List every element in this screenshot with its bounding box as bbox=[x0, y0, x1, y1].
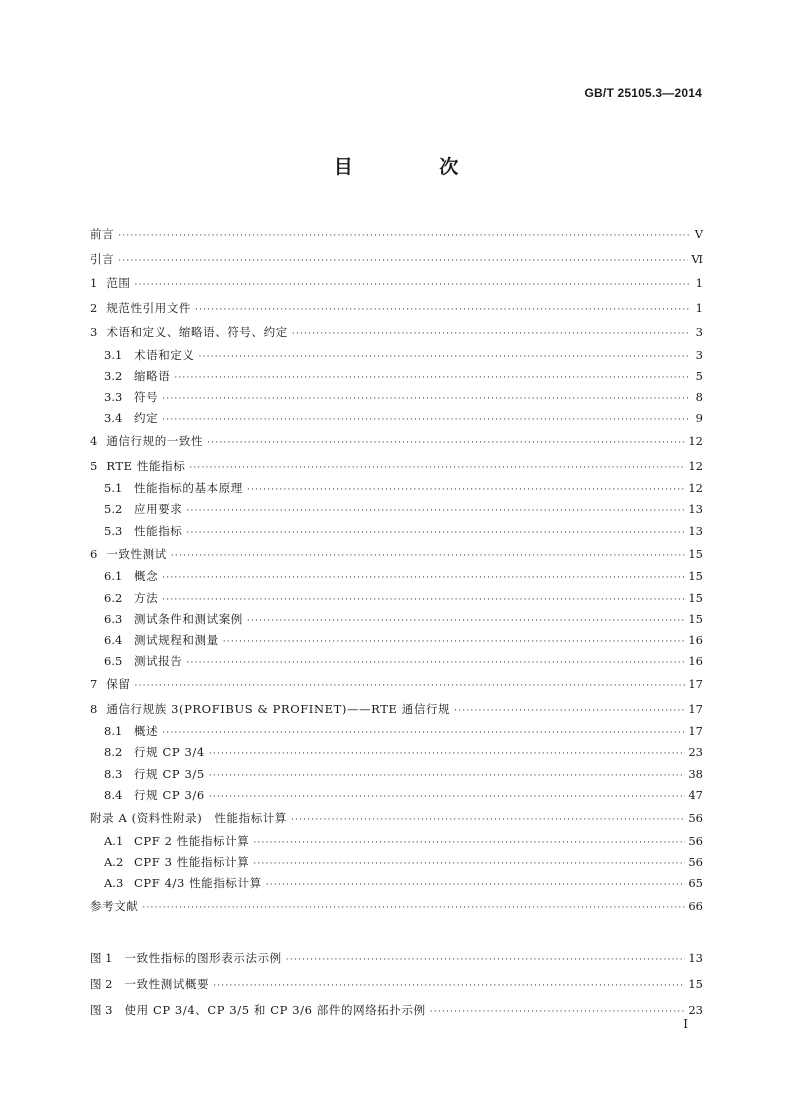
toc-entry[interactable] bbox=[90, 630, 703, 651]
dot-leader bbox=[291, 808, 685, 833]
entry-page-number: 47 bbox=[688, 787, 703, 802]
entry-number: 6.3 bbox=[104, 611, 123, 626]
entry-label: 术语和定义 bbox=[134, 347, 195, 362]
entry-page-number: 17 bbox=[688, 677, 703, 692]
toc-entry[interactable] bbox=[90, 697, 703, 722]
figure-entry[interactable] bbox=[90, 971, 703, 997]
entry-number: 7 bbox=[90, 677, 98, 692]
entry-label: 一致性测试概要 bbox=[124, 977, 210, 991]
document-id: GB/T 25105.3—2014 bbox=[584, 86, 702, 100]
entry-label: 术语和定义、缩略语、符号、约定 bbox=[106, 325, 288, 339]
entry-page-number: 12 bbox=[688, 434, 703, 449]
entry-number: 2 bbox=[90, 300, 98, 315]
entry-number: 5.2 bbox=[104, 502, 123, 517]
dot-leader bbox=[207, 431, 685, 456]
dot-leader bbox=[292, 322, 690, 347]
entry-label: 一致性指标的图形表示法示例 bbox=[124, 951, 282, 965]
toc-entry[interactable] bbox=[90, 894, 703, 919]
entry-number: 1 bbox=[90, 276, 98, 290]
entry-label: 方法 bbox=[134, 590, 159, 605]
dot-leader bbox=[142, 896, 685, 921]
entry-page-number: 3 bbox=[695, 325, 703, 339]
dot-leader bbox=[209, 744, 686, 765]
entry-label: 概述 bbox=[134, 724, 159, 739]
entry-label: 性能指标 bbox=[134, 523, 183, 538]
entry-label: CPF 3 性能指标计算 bbox=[134, 854, 250, 869]
toc-entry[interactable] bbox=[90, 320, 703, 345]
toc-entry[interactable] bbox=[90, 247, 703, 272]
entry-page-number: 16 bbox=[688, 654, 703, 669]
toc-entry[interactable] bbox=[90, 408, 703, 429]
entry-page-number: 8 bbox=[695, 389, 703, 404]
entry-number: 6 bbox=[90, 546, 98, 561]
entry-number: 6.1 bbox=[104, 569, 123, 584]
entry-label: 测试条件和测试案例 bbox=[134, 611, 243, 626]
dot-leader bbox=[135, 674, 686, 699]
toc-entry[interactable] bbox=[90, 499, 703, 520]
toc-entry[interactable] bbox=[90, 609, 703, 630]
entry-label: 测试规程和测量 bbox=[134, 632, 219, 647]
dot-leader bbox=[213, 973, 685, 999]
entry-label: 性能指标的基本原理 bbox=[134, 481, 243, 496]
dot-leader bbox=[253, 833, 685, 854]
entry-page-number: 15 bbox=[688, 546, 703, 561]
toc-entry[interactable] bbox=[90, 806, 703, 831]
entry-number: A.2 bbox=[104, 854, 124, 869]
toc-entry[interactable] bbox=[90, 387, 703, 408]
entry-page-number: 66 bbox=[688, 899, 703, 914]
entry-page-number: 23 bbox=[688, 1003, 703, 1017]
toc-entry[interactable] bbox=[90, 742, 703, 763]
entry-label: 缩略语 bbox=[134, 368, 171, 383]
dot-leader bbox=[199, 347, 691, 368]
dot-leader bbox=[186, 501, 685, 522]
entry-page-number: 1 bbox=[695, 300, 703, 315]
entry-page-number: 3 bbox=[695, 347, 703, 362]
toc-entry[interactable] bbox=[90, 852, 703, 873]
toc-entry[interactable] bbox=[90, 222, 703, 247]
entry-page-number: 56 bbox=[688, 854, 703, 869]
toc-entry[interactable] bbox=[90, 521, 703, 542]
figure-entry[interactable] bbox=[90, 997, 703, 1023]
toc-entry[interactable] bbox=[90, 566, 703, 587]
entry-number: 3.3 bbox=[104, 389, 123, 404]
entry-number: 5 bbox=[90, 458, 98, 473]
figure-entry[interactable] bbox=[90, 945, 703, 971]
entry-number: 6.5 bbox=[104, 654, 123, 669]
entry-number: 6.4 bbox=[104, 632, 123, 647]
entry-label: 行规 CP 3/5 bbox=[134, 766, 205, 781]
entry-number: 5.3 bbox=[104, 523, 123, 538]
dot-leader bbox=[186, 653, 685, 674]
dot-leader bbox=[189, 456, 685, 481]
entry-number: 8.2 bbox=[104, 745, 123, 760]
dot-leader bbox=[162, 568, 685, 589]
toc-entry[interactable] bbox=[90, 785, 703, 806]
dot-leader bbox=[286, 947, 686, 973]
entry-number: A.3 bbox=[104, 875, 124, 890]
dot-leader bbox=[223, 632, 686, 653]
toc-entry[interactable] bbox=[90, 429, 703, 454]
entry-page-number: 17 bbox=[688, 701, 703, 716]
entry-number: 4 bbox=[90, 434, 98, 449]
dot-leader bbox=[162, 723, 685, 744]
entry-page-number: 56 bbox=[688, 811, 703, 825]
dot-leader bbox=[209, 766, 686, 787]
entry-page-number: 56 bbox=[688, 833, 703, 848]
toc-entry[interactable] bbox=[90, 345, 703, 366]
entry-page-number: 16 bbox=[688, 632, 703, 647]
toc-entry[interactable] bbox=[90, 296, 703, 321]
entry-page-number: 13 bbox=[688, 951, 703, 965]
entry-page-number: 15 bbox=[688, 569, 703, 584]
toc-entry[interactable] bbox=[90, 873, 703, 894]
entry-number: 3.2 bbox=[104, 368, 123, 383]
entry-number: 8 bbox=[90, 701, 98, 716]
entry-page-number: 65 bbox=[688, 875, 703, 890]
entry-number: 3 bbox=[90, 325, 98, 339]
page-title: 目 次 bbox=[333, 156, 499, 178]
toc-entry[interactable] bbox=[90, 366, 703, 387]
entry-number: 5.1 bbox=[104, 481, 123, 496]
entry-number: 8.3 bbox=[104, 766, 123, 781]
entry-page-number: 1 bbox=[695, 276, 703, 290]
dot-leader bbox=[253, 854, 685, 875]
entry-number: 3.4 bbox=[104, 411, 123, 426]
toc-entry[interactable] bbox=[90, 721, 703, 742]
toc-entry[interactable] bbox=[90, 831, 703, 852]
entry-label: 引言 bbox=[90, 251, 115, 266]
dot-leader bbox=[118, 224, 690, 249]
entry-page-number: 17 bbox=[688, 724, 703, 739]
toc-entry[interactable] bbox=[90, 588, 703, 609]
entry-page-number: 9 bbox=[695, 411, 703, 426]
entry-label: 应用要求 bbox=[134, 502, 183, 517]
entry-label: 附录 A (资料性附录) 性能指标计算 bbox=[90, 811, 287, 825]
entry-number: 6.2 bbox=[104, 590, 123, 605]
entry-label: 通信行规族 3(PROFIBUS & PROFINET)——RTE 通信行规 bbox=[106, 701, 451, 716]
entry-page-number: 13 bbox=[688, 502, 703, 517]
dot-leader bbox=[171, 544, 686, 569]
entry-number: 图 2 bbox=[90, 977, 113, 991]
entry-number: 图 1 bbox=[90, 951, 113, 965]
entry-page-number: 5 bbox=[695, 368, 703, 383]
entry-page-number: 38 bbox=[688, 766, 703, 781]
dot-leader bbox=[247, 480, 685, 501]
dot-leader bbox=[135, 273, 690, 298]
dot-leader bbox=[162, 590, 685, 611]
entry-label: 一致性测试 bbox=[106, 546, 167, 561]
entry-number: 8.1 bbox=[104, 724, 123, 739]
toc-entry[interactable] bbox=[90, 672, 703, 697]
entry-page-number: 12 bbox=[688, 458, 703, 473]
entry-page-number: 15 bbox=[688, 590, 703, 605]
entry-label: 行规 CP 3/6 bbox=[134, 787, 205, 802]
toc-entry[interactable] bbox=[90, 651, 703, 672]
entry-page-number: 15 bbox=[688, 611, 703, 626]
entry-label: 符号 bbox=[134, 389, 159, 404]
entry-label: CPF 2 性能指标计算 bbox=[134, 833, 250, 848]
table-of-contents bbox=[90, 222, 703, 919]
entry-page-number: Ⅴ bbox=[694, 227, 703, 241]
toc-entry[interactable] bbox=[90, 478, 703, 499]
toc-entry[interactable] bbox=[90, 764, 703, 785]
entry-number: 图 3 bbox=[90, 1003, 113, 1017]
entry-label: 规范性引用文件 bbox=[106, 300, 192, 315]
dot-leader bbox=[162, 389, 690, 410]
dot-leader bbox=[174, 368, 690, 389]
dot-leader bbox=[247, 611, 685, 632]
entry-page-number: 12 bbox=[688, 481, 703, 496]
footer-page-number: Ⅰ bbox=[683, 1017, 688, 1031]
entry-label: 范围 bbox=[106, 276, 131, 290]
entry-label: 保留 bbox=[106, 677, 131, 692]
entry-label: 使用 CP 3/4、CP 3/5 和 CP 3/6 部件的网络拓扑示例 bbox=[124, 1003, 426, 1017]
toc-entry[interactable] bbox=[90, 542, 703, 567]
entry-label: 行规 CP 3/4 bbox=[134, 745, 205, 760]
entry-page-number: Ⅵ bbox=[691, 251, 703, 266]
dot-leader bbox=[186, 523, 685, 544]
toc-entry[interactable] bbox=[90, 454, 703, 479]
dot-leader bbox=[454, 699, 685, 724]
entry-label: 前言 bbox=[90, 227, 115, 241]
entry-number: A.1 bbox=[104, 833, 124, 848]
entry-number: 3.1 bbox=[104, 347, 123, 362]
entry-page-number: 13 bbox=[688, 523, 703, 538]
entry-label: 通信行规的一致性 bbox=[106, 434, 204, 449]
entry-page-number: 23 bbox=[688, 745, 703, 760]
dot-leader bbox=[209, 787, 686, 808]
entry-page-number: 15 bbox=[688, 977, 703, 991]
entry-label: RTE 性能指标 bbox=[106, 458, 186, 473]
entry-label: 约定 bbox=[134, 411, 159, 426]
toc-entry[interactable] bbox=[90, 271, 703, 296]
entry-label: CPF 4/3 性能指标计算 bbox=[134, 875, 262, 890]
figure-list bbox=[90, 945, 703, 1023]
entry-number: 8.4 bbox=[104, 787, 123, 802]
entry-label: 参考文献 bbox=[90, 899, 139, 914]
dot-leader bbox=[162, 410, 690, 431]
dot-leader bbox=[118, 249, 688, 274]
entry-label: 概念 bbox=[134, 569, 159, 584]
dot-leader bbox=[195, 298, 690, 323]
dot-leader bbox=[430, 999, 686, 1025]
dot-leader bbox=[266, 875, 686, 896]
entry-label: 测试报告 bbox=[134, 654, 183, 669]
